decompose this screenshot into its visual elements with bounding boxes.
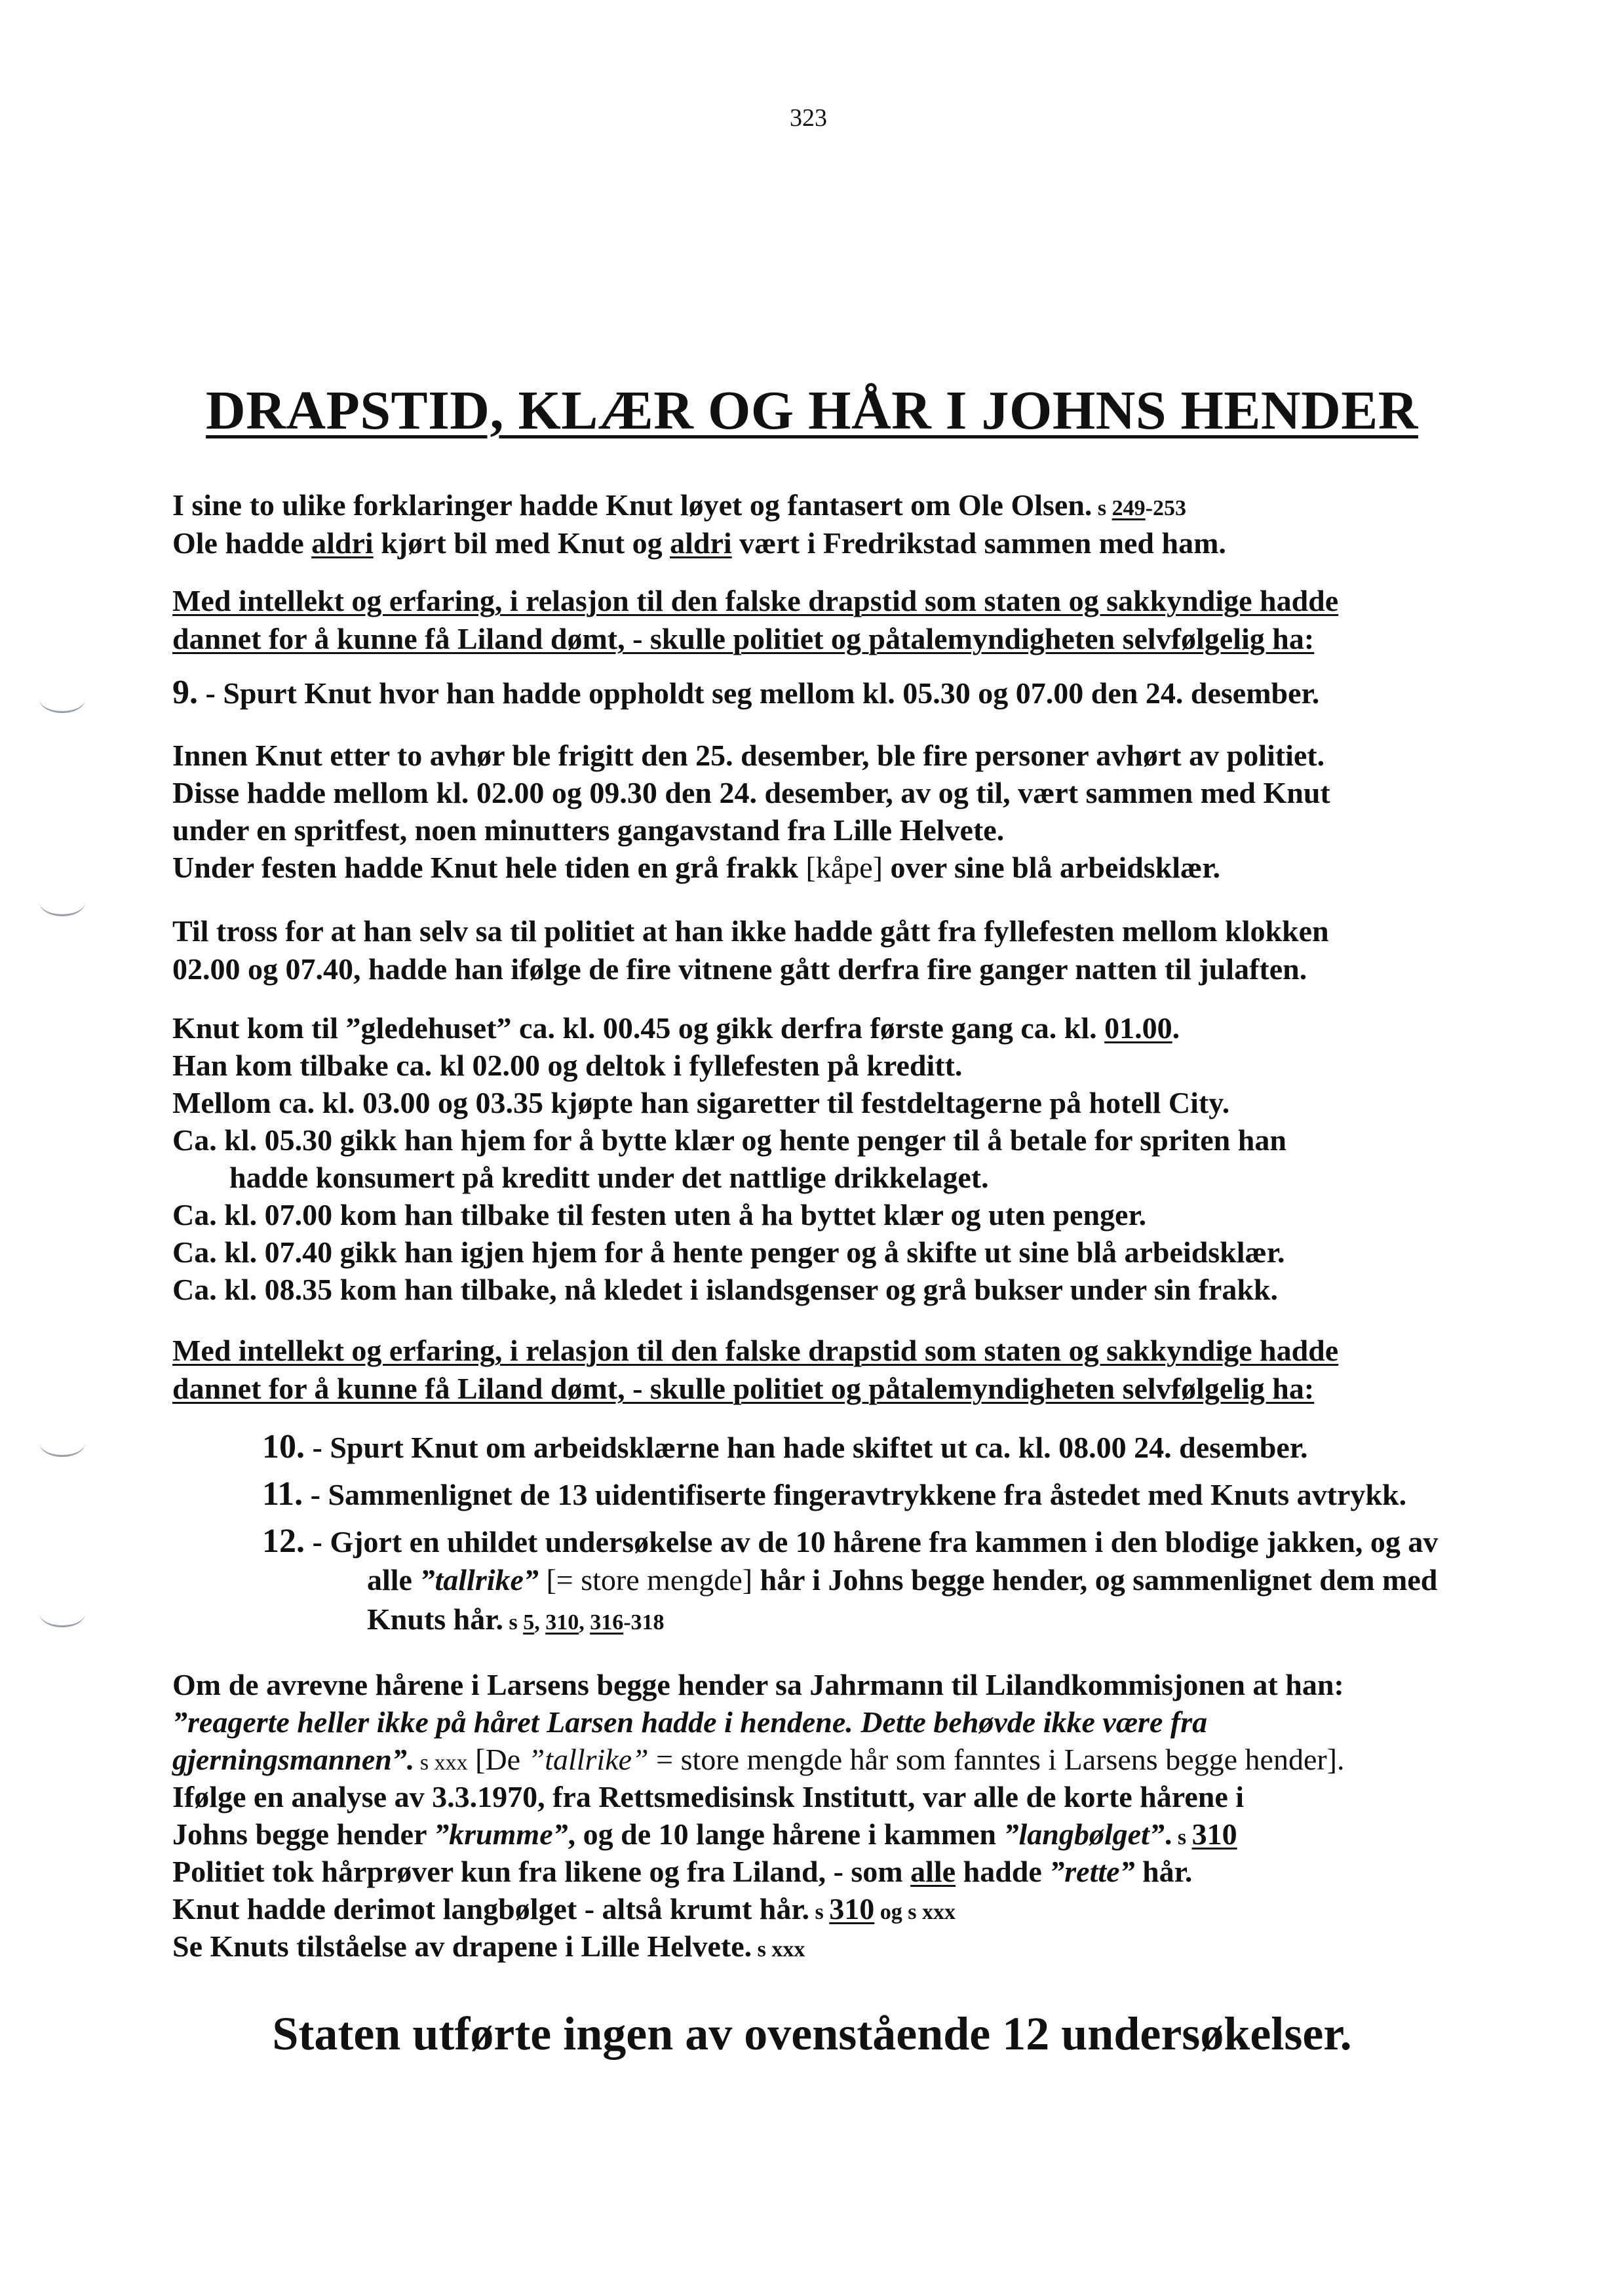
para1-line-4: Under festen hadde Knut hele tiden en grå frakk [kåpe] over sine blå arbeidsklær. bbox=[172, 851, 1220, 884]
statement-line-1: Med intellekt og erfaring, i relasjon til den falske drapstid som staten og sakkyndige hadde bbox=[172, 1334, 1339, 1367]
timeline-line-7: Ca. kl. 07.40 gikk han igjen hjem for å hente penger og å skifte ut sine blå arbeidsklær. bbox=[172, 1235, 1285, 1269]
para1-line-1: Innen Knut etter to avhør ble frigitt den 25. desember, ble fire personer avhørt av politiet. bbox=[172, 739, 1325, 772]
timeline-line-8: Ca. kl. 08.35 kom han tilbake, nå kledet i islandsgenser og grå bukser under sin frakk. bbox=[172, 1273, 1278, 1306]
timeline-line-2: Han kom tilbake ca. kl 02.00 og deltok i fyllefesten på kreditt. bbox=[172, 1049, 963, 1082]
para1-line-2: Disse hadde mellom kl. 02.00 og 09.30 den 24. desember, av og til, vært sammen med Knut bbox=[172, 776, 1330, 809]
page-ref: 249 bbox=[1112, 496, 1146, 520]
binder-hole-mark bbox=[39, 685, 85, 713]
intro-line-1: I sine to ulike forklaringer hadde Knut løyet og fantasert om Ole Olsen. s 249-253 bbox=[172, 488, 1186, 522]
page-number: 323 bbox=[790, 104, 827, 132]
binder-hole-mark bbox=[39, 888, 85, 916]
conclusion: Staten utførte ingen av ovenstående 12 undersøkelser. bbox=[272, 2007, 1352, 2060]
para3-line-1: Om de avrevne hårene i Larsens begge hender sa Jahrmann til Lilandkommisjonen at han: bbox=[172, 1668, 1344, 1701]
para3-line-5: Johns begge hender ”krumme”, og de 10 lange hårene i kammen ”langbølget”. s 310 bbox=[172, 1817, 1237, 1851]
page-title: DRAPSTID, KLÆR OG HÅR I JOHNS HENDER bbox=[206, 380, 1418, 441]
statement-line-1: Med intellekt og erfaring, i relasjon til den falske drapstid som staten og sakkyndige hadde bbox=[172, 584, 1339, 617]
para3-line-4: Ifølge en analyse av 3.3.1970, fra Rettsmedisinsk Institutt, var alle de korte hårene i bbox=[172, 1780, 1245, 1813]
statement-line-2: dannet for å kunne få Liland dømt, - skulle politiet og påtalemyndigheten selvfølgelig ha: bbox=[172, 622, 1315, 655]
para2-line-1: Til tross for at han selv sa til politiet at han ikke hadde gått fra fyllefesten mellom klokken bbox=[172, 914, 1329, 948]
list-item-12-line-2: alle ”tallrike” [= store mengde] hår i Johns begge hender, og sammenlignet dem med bbox=[367, 1563, 1438, 1597]
list-item-10: 10. - Spurt Knut om arbeidsklærne han hade skiftet ut ca. kl. 08.00 24. desember. bbox=[262, 1428, 1308, 1465]
para3-line-8: Se Knuts tilståelse av drapene i Lille Helvete. s xxx bbox=[172, 1929, 805, 1963]
timeline-line-3: Mellom ca. kl. 03.00 og 03.35 kjøpte han sigaretter til festdeltagerne på hotell City. bbox=[172, 1086, 1230, 1119]
para3-line-7: Knut hadde derimot langbølget - altså krumt hår. s 310 og s xxx bbox=[172, 1892, 956, 1926]
binder-hole-mark bbox=[39, 1599, 85, 1627]
timeline-line-5: hadde konsumert på kreditt under det nattlige drikkelaget. bbox=[229, 1161, 989, 1194]
timeline-line-6: Ca. kl. 07.00 kom han tilbake til festen uten å ha byttet klær og uten penger. bbox=[172, 1198, 1147, 1231]
para3-line-6: Politiet tok hårprøver kun fra likene og fra Liland, - som alle hadde ”rette” hår. bbox=[172, 1855, 1193, 1888]
list-item-12-line-3: Knuts hår. s 5, 310, 316-318 bbox=[367, 1602, 665, 1636]
intro-line-2: Ole hadde aldri kjørt bil med Knut og aldri vært i Fredrikstad sammen med ham. bbox=[172, 526, 1226, 560]
list-item-11: 11. - Sammenlignet de 13 uidentifiserte fingeravtrykkene fra åstedet med Knuts avtrykk. bbox=[262, 1475, 1407, 1513]
para3-line-3: gjerningsmannen”. s xxx [De ”tallrike” = store mengde hår som fanntes i Larsens begge hender]. bbox=[172, 1743, 1345, 1776]
list-item-9: 9. - Spurt Knut hvor han hadde oppholdt seg mellom kl. 05.30 og 07.00 den 24. desember. bbox=[172, 674, 1320, 711]
timeline-line-4: Ca. kl. 05.30 gikk han hjem for å bytte klær og hente penger til å betale for spriten han bbox=[172, 1123, 1286, 1157]
binder-hole-mark bbox=[39, 1429, 85, 1457]
timeline-line-1: Knut kom til ”gledehuset” ca. kl. 00.45 og gikk derfra første gang ca. kl. 01.00. bbox=[172, 1011, 1180, 1045]
para2-line-2: 02.00 og 07.40, hadde han ifølge de fire vitnene gått derfra fire ganger natten til julaften. bbox=[172, 952, 1307, 986]
statement-line-2: dannet for å kunne få Liland dømt, - skulle politiet og påtalemyndigheten selvfølgelig ha: bbox=[172, 1372, 1315, 1405]
list-item-12-line-1: 12. - Gjort en uhildet undersøkelse av de 10 hårene fra kammen i den blodige jakken, og av bbox=[262, 1522, 1439, 1560]
para1-line-3: under en spritfest, noen minutters gangavstand fra Lille Helvete. bbox=[172, 813, 1005, 847]
para3-line-2: ”reagerte heller ikke på håret Larsen hadde i hendene. Dette behøvde ikke være fra bbox=[172, 1705, 1208, 1739]
